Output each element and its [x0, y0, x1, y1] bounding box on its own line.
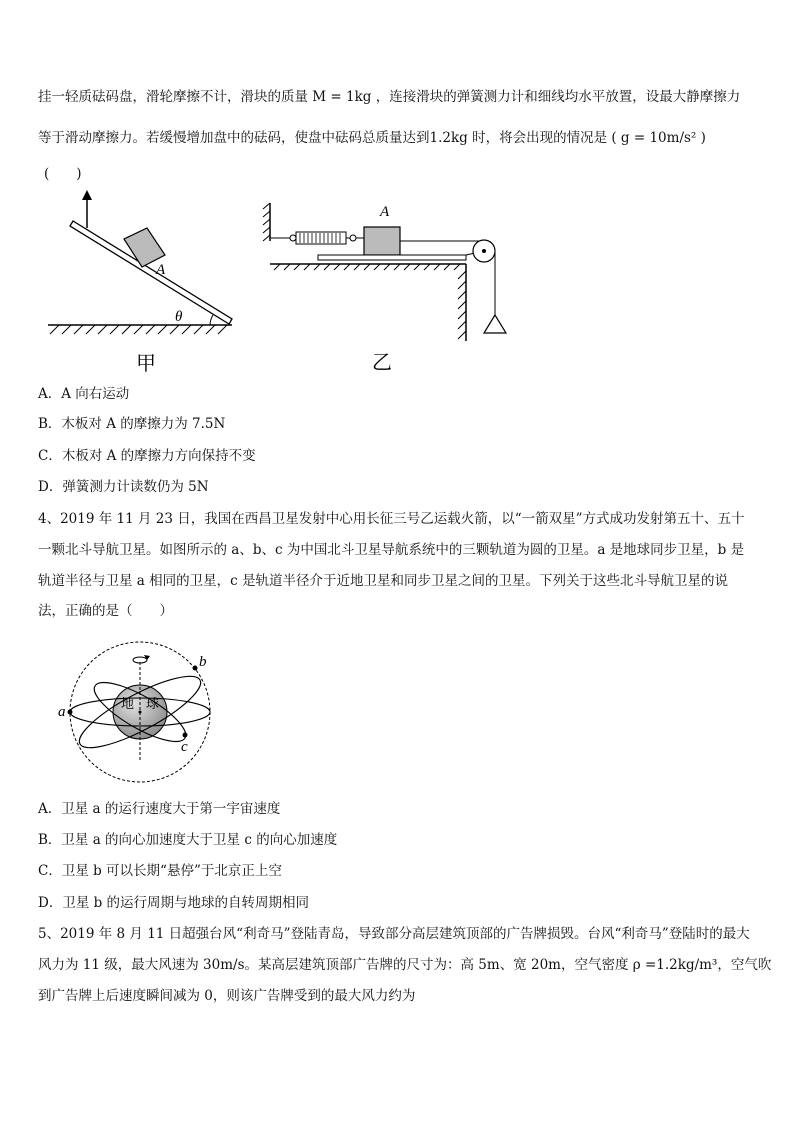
label-satellite-a: a	[58, 704, 66, 720]
q3-answer-blank: ( )	[44, 166, 82, 182]
q3-stem-line-2: 等于滑动摩擦力。若缓慢增加盘中的砝码，使盘中砝码总质量达到1.2kg 时，将会出现的情况是 ( g = 10m/s² )	[38, 130, 706, 146]
label-theta: θ	[175, 309, 183, 325]
label-block-a-jia: A	[156, 262, 166, 278]
q4-stem-line-1: 4、2019 年 11 月 23 日，我国在西昌卫星发射中心用长征三号乙运载火箭，以“一箭双星”方式成功发射第五十、五十	[38, 511, 745, 527]
q4-option-a: A．卫星 a 的运行速度大于第一宇宙速度	[38, 801, 281, 817]
label-yi: 乙	[372, 352, 392, 373]
q5-stem-line-2: 风力为 11 级，最大风速为 30m/s。某高层建筑顶部广告牌的尺寸为：高 5m、宽 20m，空气密度 ρ =1.2kg/m³，空气吹	[38, 957, 772, 973]
label-block-a-yi: A	[380, 204, 390, 220]
label-satellite-c: c	[181, 739, 188, 755]
label-jia: 甲	[136, 353, 156, 373]
figure-satellite-orbits	[55, 640, 225, 790]
q4-option-b: B．卫星 a 的向心加速度大于卫星 c 的向心加速度	[38, 832, 338, 848]
q3-option-a: A．A 向右运动	[38, 386, 130, 402]
label-earth-1: 地	[121, 696, 135, 711]
q3-option-d: D．弹簧测力计读数仍为 5N	[38, 479, 209, 495]
q3-stem-line-1: 挂一轻质砝码盘，滑轮摩擦不计，滑块的质量 M = 1kg ，连接滑块的弹簧测力计和细线均水平放置，设最大静摩擦力	[38, 89, 741, 105]
label-satellite-b: b	[199, 654, 207, 670]
q5-stem-line-3: 到广告牌上后速度瞬间减为 0，则该广告牌受到的最大风力约为	[38, 988, 416, 1004]
q4-option-c: C．卫星 b 可以长期“悬停”于北京正上空	[38, 863, 282, 879]
q3-option-b: B．木板对 A 的摩擦力为 7.5N	[38, 416, 226, 432]
q5-stem-line-1: 5、2019 年 8 月 11 日超强台风“利奇马”登陆青岛，导致部分高层建筑顶部的广告牌损毁。台风“利奇马”登陆时的最大	[38, 926, 750, 942]
q3-option-c: C．木板对 A 的摩擦力方向保持不变	[38, 448, 256, 464]
q4-stem-line-3: 轨道半径与卫星 a 相同的卫星，c 是轨道半径介于近地卫星和同步卫星之间的卫星。下列关于这些北斗导航卫星的说	[38, 573, 728, 589]
figure-yi	[262, 193, 512, 373]
label-earth-2: 球	[146, 696, 160, 711]
q4-option-d: D．卫星 b 的运行周期与地球的自转周期相同	[38, 895, 310, 911]
q4-stem-line-2: 一颗北斗导航卫星。如图所示的 a、b、c 为中国北斗卫星导航系统中的三颗轨道为圆的卫星。a 是地球同步卫星，b 是	[38, 542, 745, 558]
figure-jia	[40, 188, 240, 373]
q4-stem-line-4: 法，正确的是（ ）	[38, 603, 173, 619]
